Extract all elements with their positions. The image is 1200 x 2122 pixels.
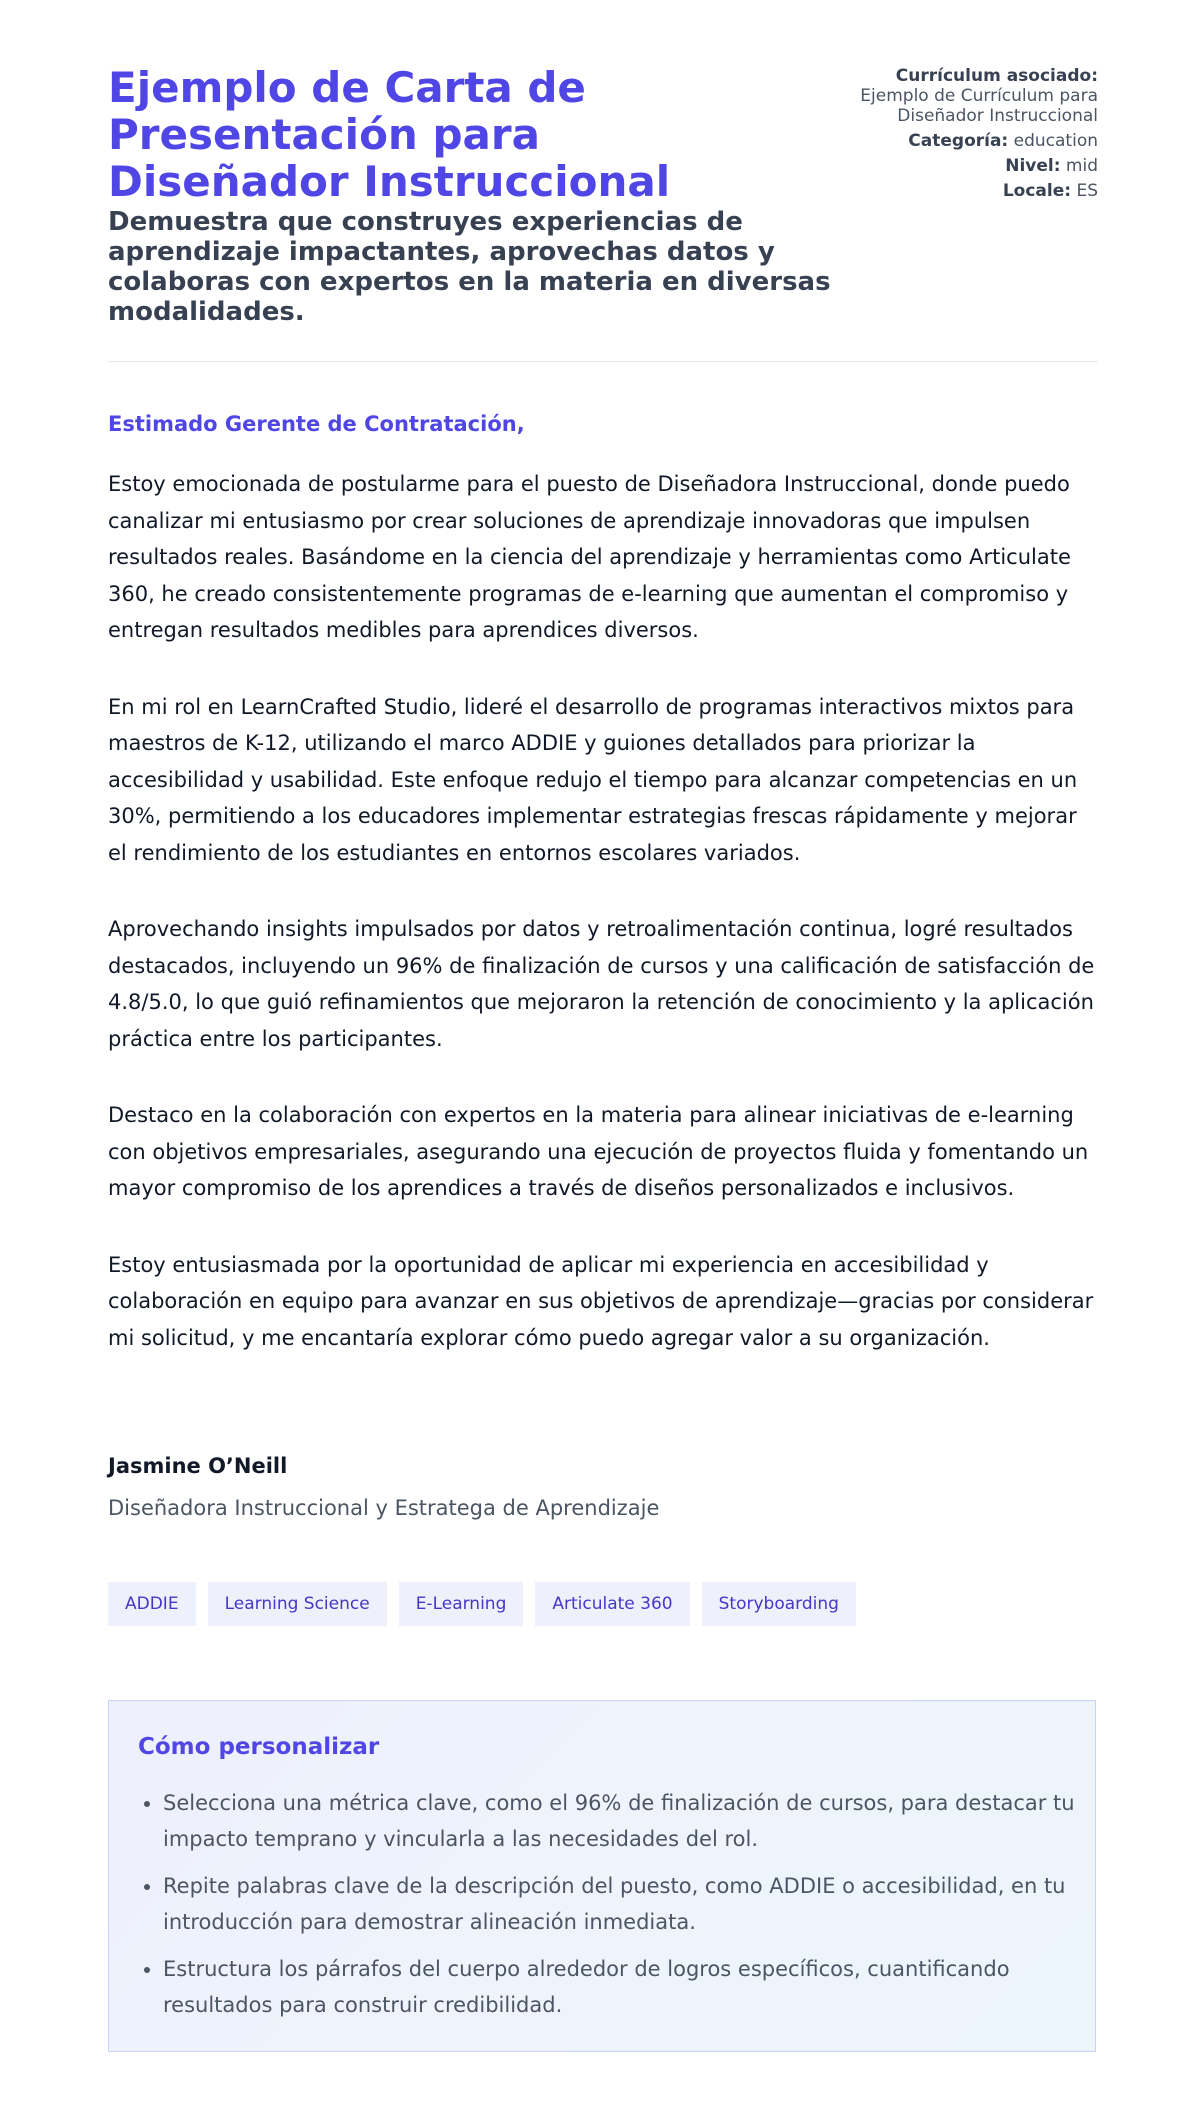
customization-tips-box [108, 1700, 1096, 2052]
tip-item: • Selecciona una métrica clave, como el 96% de finalización de cursos, para destacar tu impacto temprano y vincularla a las necesidades del rol. [163, 1785, 1083, 1857]
tip-item: • Repite palabras clave de la descripción del puesto, como ADDIE o accesibilidad, en tu introducción para demostrar alineación inmediata. [163, 1868, 1083, 1940]
page-title: Ejemplo de Carta de Presentación para Diseñador Instruccional [108, 63, 671, 206]
meta-locale-value: ES [1076, 181, 1098, 201]
meta-category-label: Categoría: [908, 131, 1009, 151]
page-header [108, 64, 1098, 327]
meta-level [858, 156, 1098, 176]
skill-tag: Learning Science [208, 1582, 387, 1626]
letter-paragraph: En mi rol en LearnCrafted Studio, lideré el desarrollo de programas interactivos mixtos para maestros de K-12, utilizando el marco ADDIE y guiones detallados para priorizar la accesibilidad y usabilidad. Este enfoque redujo el tiempo para alcanzar competencias en un 30%, permitiendo a los educadores implementar estrategias frescas rápidamente y mejorar el rendimiento de los estudiantes en entornos escolares variados. [108, 694, 1078, 865]
letter-salutation: Estimado Gerente de Contratación, [108, 412, 525, 436]
skill-tag: ADDIE [108, 1582, 196, 1626]
metadata-panel [858, 66, 1098, 206]
meta-level-label: Nivel: [1005, 156, 1061, 176]
meta-locale [858, 181, 1098, 201]
skill-tag: E-Learning [399, 1582, 524, 1626]
meta-locale-label: Locale: [1002, 181, 1072, 201]
letter-paragraph: Estoy entusiasmada por la oportunidad de aplicar mi experiencia en accesibilidad y colaboración en equipo para avanzar en sus objetivos de aprendizaje—gracias por considerar mi solicitud, y me encantaría explorar cómo puedo agregar valor a su organización. [108, 1252, 1094, 1350]
letter-body [108, 466, 1098, 1396]
meta-category [858, 131, 1098, 151]
meta-resume-label: Currículum asociado: [895, 66, 1098, 86]
letter-paragraph: Estoy emocionada de postularme para el puesto de Diseñadora Instruccional, donde puedo canalizar mi entusiasmo por crear soluciones de aprendizaje innovadoras que impulsen resultados reales. Basándome en la ciencia del aprendizaje y herramientas como Articulate 360, he creado consistentemente programas de e-learning que aumentan el compromiso y entregan resultados medibles para aprendices diversos. [108, 472, 1071, 642]
meta-category-value: education [1013, 131, 1098, 151]
signature-role: Diseñadora Instruccional y Estratega de Aprendizaje [108, 1496, 660, 1520]
skill-tag: Articulate 360 [535, 1582, 689, 1626]
letter-paragraph: Aprovechando insights impulsados por datos y retroalimentación continua, logré resultados destacados, incluyendo un 96% de finalización de cursos y una calificación de satisfacción de 4.8/5.0, lo que guió refinamientos que mejoraron la retención de conocimiento y la aplicación práctica entre los participantes. [108, 917, 1095, 1051]
skill-tags [108, 1582, 856, 1626]
tips-title: Cómo personalizar [138, 1734, 380, 1760]
tips-list [138, 1785, 1083, 2034]
letter-paragraph: Destaco en la colaboración con expertos en la materia para alinear iniciativas de e-learning con objetivos empresariales, asegurando una ejecución de proyectos fluida y fomentando un mayor compromiso de los aprendices a través de diseños personalizados e inclusivos. [108, 1103, 1089, 1200]
tip-item: • Estructura los párrafos del cuerpo alrededor de logros específicos, cuantificando resultados para construir credibilidad. [163, 1951, 1083, 2023]
signature-name: Jasmine O’Neill [108, 1454, 288, 1478]
header-divider [108, 361, 1098, 362]
meta-resume-value: Ejemplo de Currículum para Diseñador Instruccional [860, 86, 1098, 126]
meta-resume [858, 66, 1098, 126]
meta-level-value: mid [1065, 156, 1098, 176]
page-subtitle: Demuestra que construyes experiencias de aprendizaje impactantes, aprovechas datos y colaboras con expertos en la materia en diversas modalidades. [108, 207, 831, 327]
skill-tag: Storyboarding [702, 1582, 856, 1626]
